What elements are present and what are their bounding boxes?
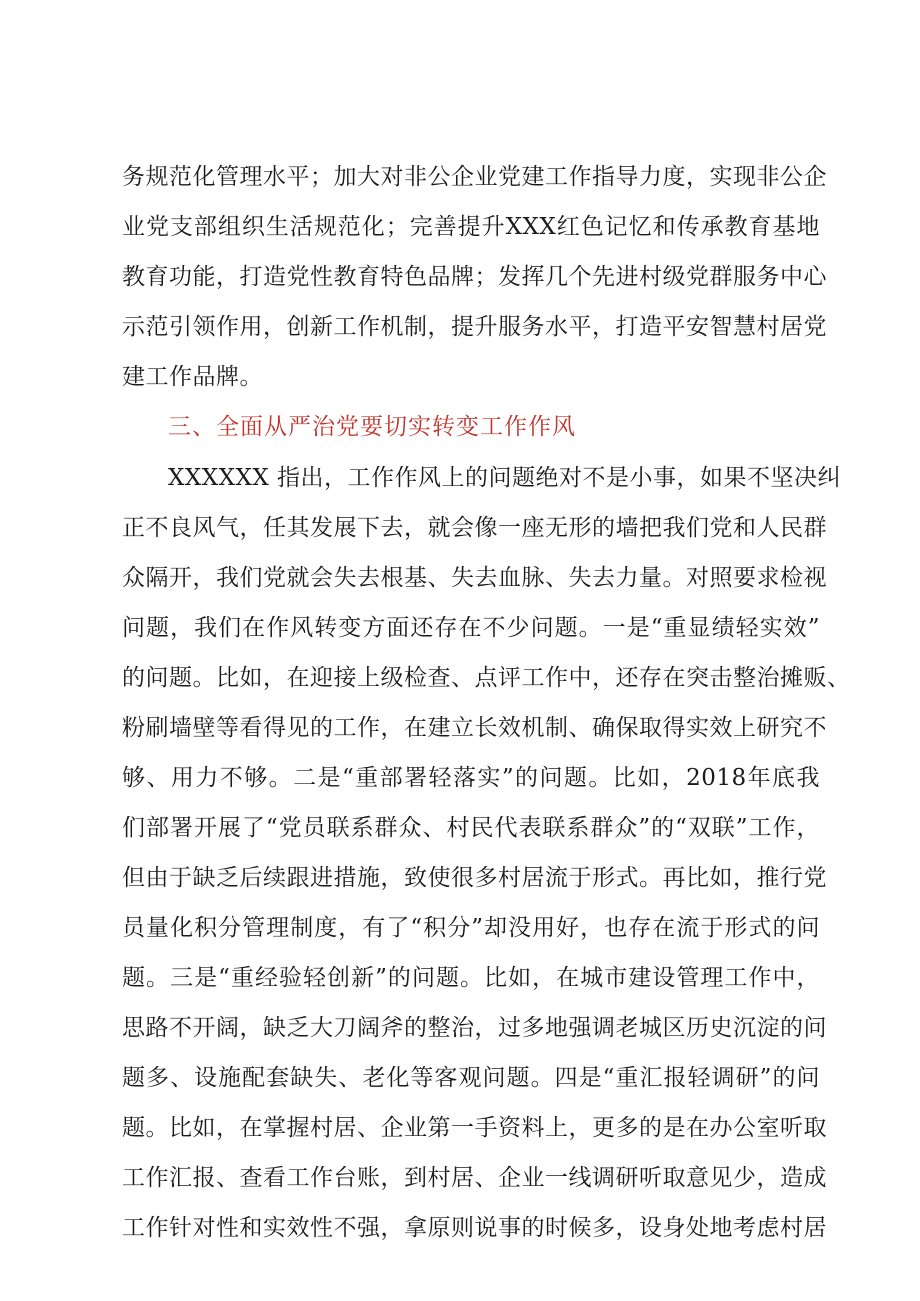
paragraph-2-line-10: 员量化积分管理制度，有了“积分”却没用好，也存在流于形式的问 <box>122 915 820 941</box>
paragraph-1-line-2: 业党支部组织生活规范化；完善提升XXX红色记忆和传承教育基地 <box>122 214 820 240</box>
paragraph-2-line-15: 工作汇报、查看工作台账，到村居、企业一线调研听取意见少，造成 <box>122 1165 827 1191</box>
paragraph-2-line-14: 题。比如，在掌握村居、企业第一手资料上，更多的是在办公室听取 <box>122 1115 827 1141</box>
section-heading: 三、全面从严治党要切实转变工作作风 <box>168 414 576 440</box>
paragraph-1-line-5: 建工作品牌。 <box>122 364 263 390</box>
paragraph-1-line-1: 务规范化管理水平；加大对非公企业党建工作指导力度，实现非公企 <box>122 164 827 190</box>
paragraph-2-line-8: 们部署开展了“党员联系群众、村民代表联系群众”的“双联”工作， <box>122 815 820 841</box>
paragraph-2-line-12: 思路不开阔，缺乏大刀阔斧的整治，过多地强调老城区历史沉淀的问 <box>122 1015 827 1041</box>
paragraph-2-line-16: 工作针对性和实效性不强，拿原则说事的时候多，设身处地考虑村居 <box>122 1215 827 1241</box>
paragraph-2-line-13: 题多、设施配套缺失、老化等客观问题。四是“重汇报轻调研”的问 <box>122 1065 820 1091</box>
paragraph-2-line-6: 粉刷墙壁等看得见的工作，在建立长效机制、确保取得实效上研究不 <box>122 715 827 741</box>
paragraph-2-line-9: 但由于缺乏后续跟进措施，致使很多村居流于形式。再比如，推行党 <box>122 865 827 891</box>
paragraph-2-line-4: 问题，我们在作风转变方面还存在不少问题。一是“重显绩轻实效” <box>122 615 820 641</box>
paragraph-2-line-2: 正不良风气，任其发展下去，就会像一座无形的墙把我们党和人民群 <box>122 515 827 541</box>
paragraph-2-line-1: XXXXXX 指出，工作作风上的问题绝对不是小事，如果不坚决纠 <box>168 465 842 491</box>
paragraph-2-line-11: 题。三是“重经验轻创新”的问题。比如，在城市建设管理工作中， <box>122 965 820 991</box>
paragraph-2-line-3: 众隔开，我们党就会失去根基、失去血脉、失去力量。对照要求检视 <box>122 565 827 591</box>
paragraph-2-line-5: 的问题。比如，在迎接上级检查、点评工作中，还存在突击整治摊贩、 <box>122 665 851 691</box>
paragraph-2-line-7: 够、用力不够。二是“重部署轻落实”的问题。比如，2018年底我 <box>122 765 820 791</box>
paragraph-1-line-4: 示范引领作用，创新工作机制，提升服务水平，打造平安智慧村居党 <box>122 314 827 340</box>
paragraph-1-line-3: 教育功能，打造党性教育特色品牌；发挥几个先进村级党群服务中心 <box>122 264 827 290</box>
